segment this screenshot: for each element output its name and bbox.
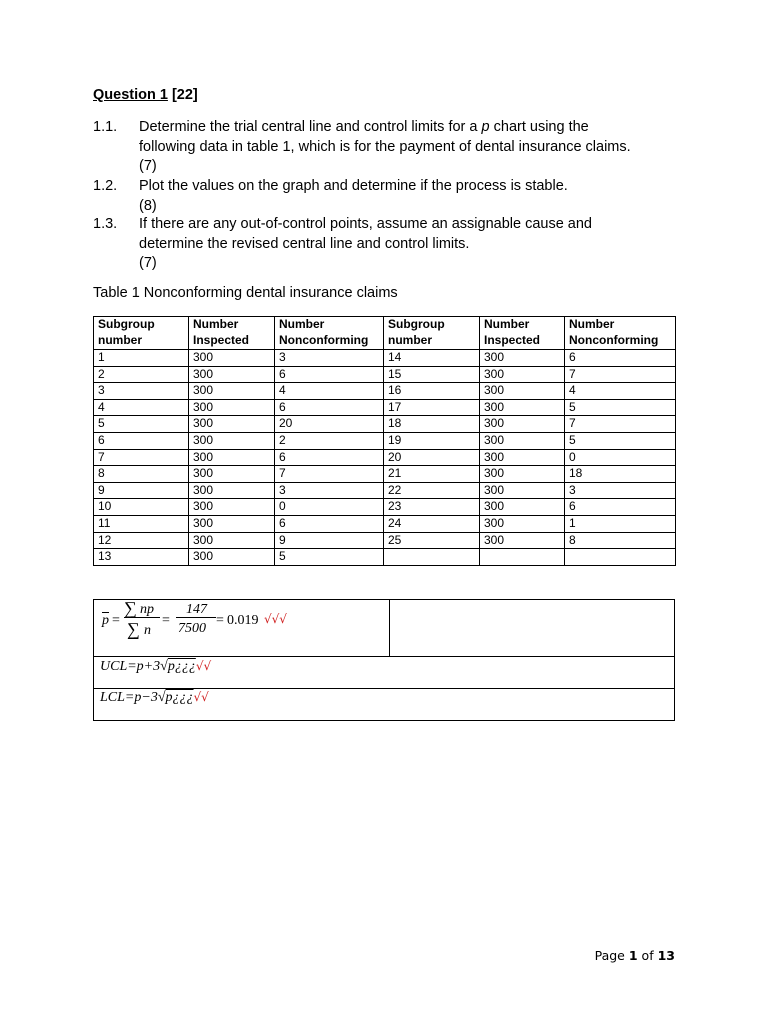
table-cell: 300 (480, 350, 565, 367)
item-line: Plot the values on the graph and determine if the process is stable. (139, 178, 568, 194)
table-cell: 300 (480, 449, 565, 466)
table-cell: 6 (275, 366, 384, 383)
lcl-tail: p¿¿¿ (165, 690, 194, 705)
lcl-formula: LCL=p−3√p¿¿¿√√ (100, 690, 209, 705)
table-header-cell (480, 317, 565, 350)
table-cell: 3 (94, 383, 189, 400)
table-cell: 6 (275, 515, 384, 532)
table-cell: 6 (275, 449, 384, 466)
pbar-formula: $\overline{p}$ = ∑ np ∑ n = 147 7500 = 0.019 √√√ (102, 598, 287, 639)
table-row (94, 532, 676, 549)
table-cell: 16 (384, 383, 480, 400)
header-line: Subgroup (98, 317, 155, 331)
ucl-expression: =p+3 (127, 659, 161, 674)
table-cell: 14 (384, 350, 480, 367)
item-line: Determine the trial central line and control limits for a p chart using the (139, 119, 589, 135)
table-cell: 300 (189, 466, 275, 483)
table-row (94, 432, 676, 449)
table-cell: 4 (565, 383, 676, 400)
header-line: Nonconforming (569, 332, 659, 347)
footer-prefix: Page (594, 948, 625, 963)
pbar-symbol: $\overline{p}$ (102, 613, 109, 628)
table-cell: 25 (384, 532, 480, 549)
check-marks: √√ (193, 690, 209, 704)
item-marks: (7) (139, 158, 157, 174)
table-cell: 300 (480, 466, 565, 483)
item-number: 1.2. (93, 178, 118, 194)
table-cell: 300 (480, 383, 565, 400)
header-line: Number (484, 317, 530, 331)
table-cell: 20 (275, 416, 384, 433)
item-number: 1.3. (93, 216, 118, 232)
table-cell: 3 (275, 482, 384, 499)
numerator-var: np (140, 602, 154, 617)
page-number: 1 (628, 948, 638, 963)
table-cell: 300 (189, 482, 275, 499)
table-cell: 5 (94, 416, 189, 433)
table-cell: 9 (94, 482, 189, 499)
table-cell: 300 (189, 366, 275, 383)
table-cell: 19 (384, 432, 480, 449)
table-cell: 2 (275, 432, 384, 449)
denominator-value: 7500 (178, 621, 206, 636)
lcl-expression: =p−3 (124, 690, 158, 705)
table-cell: 0 (275, 499, 384, 516)
table-header-cell (275, 317, 384, 350)
table-cell: 8 (94, 466, 189, 483)
table-cell: 10 (94, 499, 189, 516)
table-cell: 300 (189, 515, 275, 532)
table-row (94, 466, 676, 483)
header-line: Inspected (484, 332, 541, 347)
sum-symbol: ∑ (127, 619, 140, 639)
question-title (93, 87, 198, 103)
table-cell: 4 (275, 383, 384, 400)
table-cell: 18 (384, 416, 480, 433)
table-cell: 5 (565, 432, 676, 449)
table-cell: 17 (384, 399, 480, 416)
ucl-label: UCL (100, 659, 128, 674)
table-cell: 6 (565, 350, 676, 367)
table-cell: 20 (384, 449, 480, 466)
table-cell: 300 (480, 515, 565, 532)
header-line: Number (193, 317, 239, 331)
table-cell: 300 (480, 366, 565, 383)
table-cell: 18 (565, 466, 676, 483)
table-cell: 24 (384, 515, 480, 532)
header-line: Subgroup (388, 317, 445, 331)
table-cell (565, 549, 676, 566)
header-line: Nonconforming (279, 332, 369, 347)
table-cell: 300 (480, 499, 565, 516)
table-row (94, 499, 676, 516)
table-cell: 11 (94, 515, 189, 532)
table-row (94, 366, 676, 383)
table-row (94, 383, 676, 400)
header-line: number (388, 332, 433, 347)
table-cell: 23 (384, 499, 480, 516)
table-cell (480, 549, 565, 566)
table-row (94, 482, 676, 499)
table-header-cell (94, 317, 189, 350)
table-cell: 13 (94, 549, 189, 566)
question-label: Question 1 (93, 87, 168, 103)
table-cell: 300 (189, 432, 275, 449)
table-cell: 300 (189, 549, 275, 566)
solution-row-divider (94, 656, 674, 657)
table-header-row (94, 317, 676, 350)
table-cell: 2 (94, 366, 189, 383)
lcl-label: LCL (100, 690, 125, 705)
table-header-cell (384, 317, 480, 350)
table-cell: 300 (480, 432, 565, 449)
sum-symbol: ∑ (124, 598, 137, 618)
claims-table (93, 316, 676, 566)
table-cell: 4 (94, 399, 189, 416)
table-cell: 6 (565, 499, 676, 516)
table-cell (384, 549, 480, 566)
table-cell: 7 (565, 366, 676, 383)
table-cell: 8 (565, 532, 676, 549)
item-line: following data in table 1, which is for the payment of dental insurance claims. (139, 138, 631, 155)
table-header-cell (565, 317, 676, 350)
table-row (94, 515, 676, 532)
table-cell: 300 (480, 482, 565, 499)
ucl-tail: p¿¿¿ (167, 659, 196, 674)
table-row (94, 399, 676, 416)
table-row (94, 549, 676, 566)
header-line: Inspected (193, 332, 250, 347)
table-row (94, 350, 676, 367)
table-cell: 300 (189, 499, 275, 516)
table-cell: 7 (565, 416, 676, 433)
pbar-result: 0.019 (227, 613, 259, 628)
item-marks: (7) (139, 255, 157, 271)
item-number: 1.1. (93, 119, 118, 135)
table-cell: 300 (189, 532, 275, 549)
table-row (94, 416, 676, 433)
table-cell: 5 (275, 549, 384, 566)
table-cell: 3 (565, 482, 676, 499)
table-cell: 5 (565, 399, 676, 416)
table-cell: 15 (384, 366, 480, 383)
table-cell: 300 (189, 416, 275, 433)
solution-box (93, 599, 675, 721)
numerator-value: 147 (186, 602, 207, 617)
header-line: Number (569, 317, 615, 331)
solution-row-divider (94, 688, 674, 689)
table-cell: 300 (480, 532, 565, 549)
table-row (94, 449, 676, 466)
table-cell: 21 (384, 466, 480, 483)
denominator-var: n (144, 623, 151, 638)
question-marks: [22] (171, 87, 198, 103)
table-cell: 7 (275, 466, 384, 483)
table-cell: 3 (275, 350, 384, 367)
table-cell: 1 (94, 350, 189, 367)
table-cell: 1 (565, 515, 676, 532)
header-line: number (98, 332, 143, 347)
table-cell: 300 (480, 416, 565, 433)
table-cell: 12 (94, 532, 189, 549)
table-cell: 6 (94, 432, 189, 449)
header-line: Number (279, 317, 325, 331)
table-cell: 300 (189, 399, 275, 416)
ucl-formula: UCL=p+3√p¿¿¿√√ (100, 659, 212, 674)
table-cell: 0 (565, 449, 676, 466)
item-marks: (8) (139, 197, 157, 214)
item-line: determine the revised central line and control limits. (139, 235, 470, 252)
table-cell: 300 (189, 350, 275, 367)
footer-of: of (641, 948, 654, 963)
page-total: 13 (657, 948, 675, 963)
check-marks: √√√ (264, 612, 287, 626)
table-cell: 9 (275, 532, 384, 549)
table-cell: 7 (94, 449, 189, 466)
table-cell: 6 (275, 399, 384, 416)
table-caption: Table 1 Nonconforming dental insurance claims (93, 285, 398, 301)
table-cell: 300 (189, 383, 275, 400)
table-cell: 300 (480, 399, 565, 416)
page-footer (595, 948, 675, 963)
table-header-cell (189, 317, 275, 350)
table-cell: 300 (189, 449, 275, 466)
item-line: If there are any out-of-control points, assume an assignable cause and (139, 216, 592, 232)
table-cell: 22 (384, 482, 480, 499)
check-marks: √√ (195, 659, 212, 673)
